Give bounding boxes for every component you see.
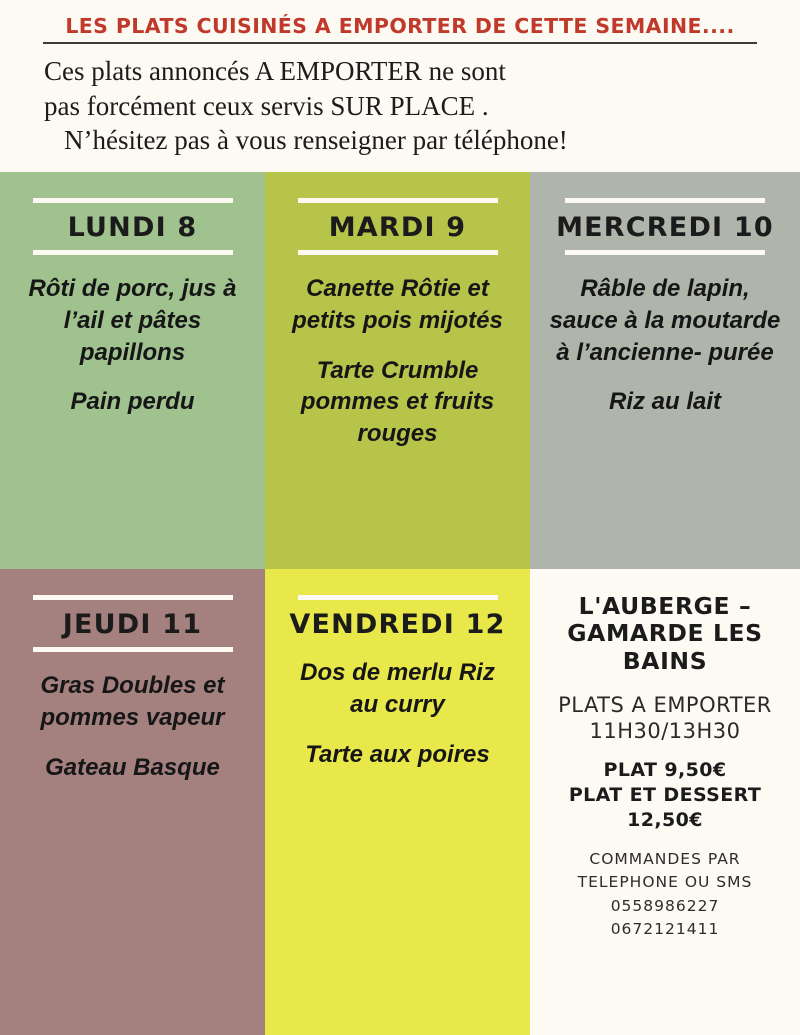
intro-line-1: Ces plats annoncés A EMPORTER ne sont	[44, 56, 506, 86]
header-divider	[43, 42, 757, 44]
dish-item: Tarte Crumble pommes et fruits rouges	[300, 356, 495, 448]
dish-item: Tarte aux poires	[305, 740, 490, 768]
day-divider-top	[298, 198, 498, 203]
intro-line-3: N’hésitez pas à vous renseigner par téléphone!	[64, 125, 568, 156]
phone-number-1[interactable]: 0558986227	[610, 897, 720, 916]
menu-grid	[0, 172, 800, 1035]
day-divider-top	[33, 198, 233, 203]
dish-item: Râble de lapin, sauce à la moutarde à l’ancienne- purée	[549, 275, 781, 366]
orders-label: COMMANDES PAR TELEPHONE OU SMS	[577, 850, 753, 891]
restaurant-info-card	[530, 569, 800, 1035]
day-card-jeudi	[0, 569, 265, 1035]
intro-text	[20, 54, 780, 166]
dish-item: Dos de merlu Riz au curry	[300, 659, 495, 718]
day-title-jeudi: JEUDI 11	[62, 608, 203, 640]
service-label: PLATS A EMPORTER	[558, 692, 772, 717]
service-hours: 11H30/13H30	[589, 719, 741, 744]
day-title-mardi: MARDI 9	[328, 211, 467, 243]
day-divider-top	[298, 595, 498, 600]
day-card-vendredi	[265, 569, 530, 1035]
day-card-mercredi	[530, 172, 800, 569]
day-card-lundi	[0, 172, 265, 569]
day-divider-top	[33, 595, 233, 600]
day-card-mardi	[265, 172, 530, 569]
page-title: LES PLATS CUISINÉS A EMPORTER DE CETTE SEMAINE....	[65, 14, 735, 38]
day-title-mercredi: MERCREDI 10	[556, 211, 774, 243]
restaurant-name: L'AUBERGE – GAMARDE LES BAINS	[567, 591, 763, 676]
day-divider-bottom	[565, 250, 765, 255]
intro-line-2: pas forcément ceux servis SUR PLACE .	[44, 90, 489, 121]
day-divider-bottom	[298, 250, 498, 255]
poster-header	[0, 0, 800, 172]
dish-item: Gras Doubles et pommes vapeur	[40, 672, 225, 731]
day-title-lundi: LUNDI 8	[67, 211, 198, 243]
dish-item: Pain perdu	[70, 388, 195, 416]
phone-number-2[interactable]: 0672121411	[610, 919, 720, 938]
day-divider-bottom	[33, 647, 233, 652]
day-divider-bottom	[33, 250, 233, 255]
price-plat-dessert: PLAT ET DESSERT 12,50€	[568, 783, 762, 831]
dish-item: Gateau Basque	[45, 753, 220, 781]
dish-item: Rôti de porc, jus à l’ail et pâtes papillons	[28, 275, 237, 366]
day-title-vendredi: VENDREDI 12	[289, 608, 506, 640]
price-plat: PLAT 9,50€	[603, 759, 727, 782]
day-divider-top	[565, 198, 765, 203]
dish-item: Riz au lait	[608, 388, 722, 416]
dish-item: Canette Rôtie et petits pois mijotés	[292, 275, 503, 334]
